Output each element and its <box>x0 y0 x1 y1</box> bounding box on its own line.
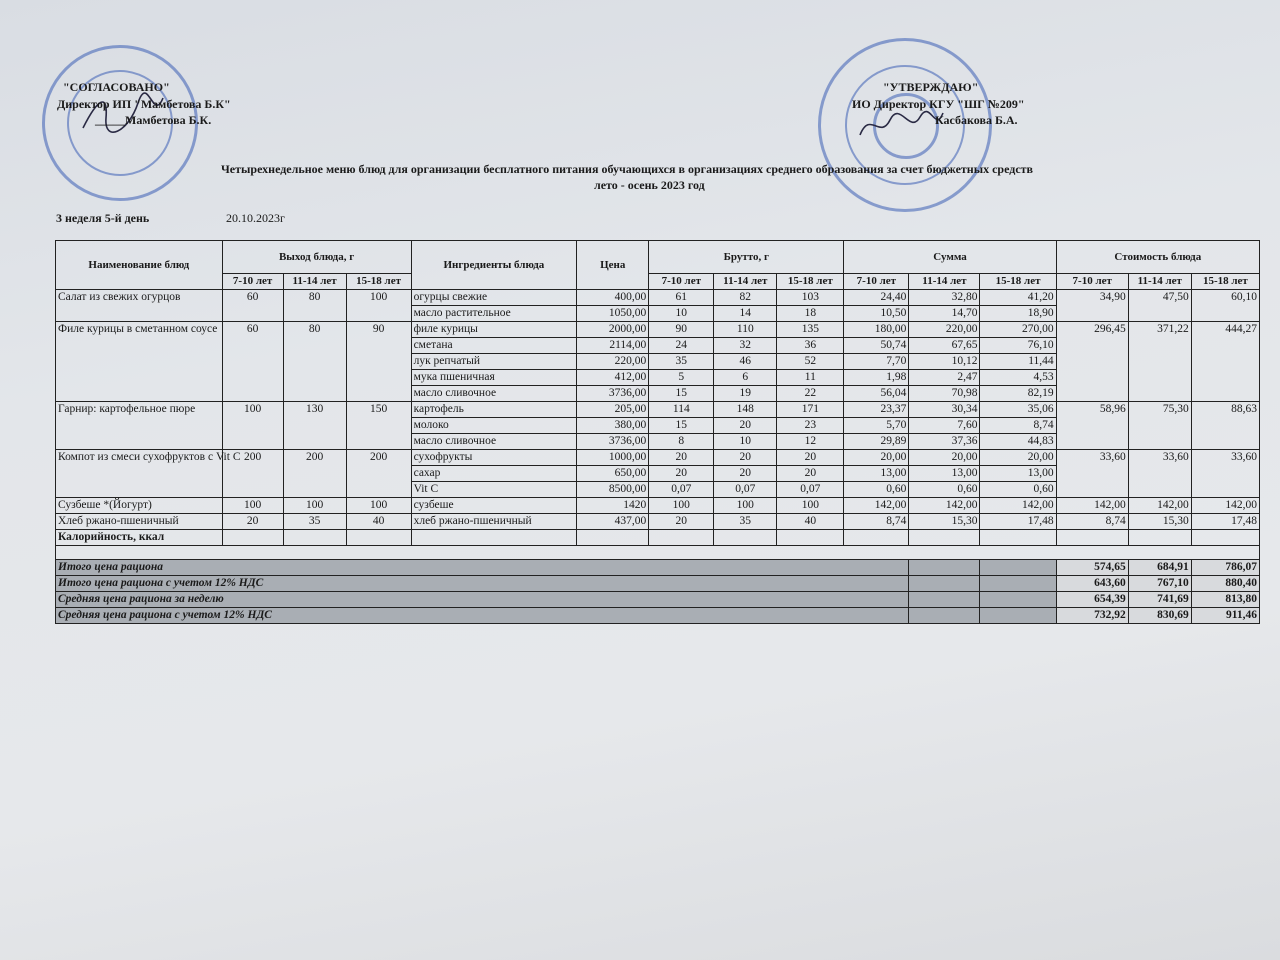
total-value: 574,65 <box>1056 560 1128 576</box>
week-day-label: 3 неделя 5-й день <box>56 211 150 225</box>
ingredient-sum: 37,36 <box>909 434 980 450</box>
ingredient-gross: 11 <box>777 370 844 386</box>
ingredient-sum: 8,74 <box>980 418 1056 434</box>
ingredient-gross: 20 <box>649 466 714 482</box>
approval-right-title: "УТВЕРЖДАЮ" <box>883 80 979 94</box>
ingredient-name: огурцы свежие <box>411 290 577 306</box>
empty-cell <box>909 608 980 624</box>
header-ingredients: Ингредиенты блюда <box>411 241 577 290</box>
ingredient-name: масло сливочное <box>411 434 577 450</box>
ingredient-gross: 20 <box>777 466 844 482</box>
ingredient-name: сметана <box>411 338 577 354</box>
ingredient-price: 650,00 <box>577 466 649 482</box>
ingredient-name: картофель <box>411 402 577 418</box>
empty-cell <box>909 576 980 592</box>
ingredient-sum: 50,74 <box>844 338 909 354</box>
dish-output: 100 <box>283 498 346 514</box>
header-age-15-18: 15-18 лет <box>777 274 844 290</box>
ingredient-name: молоко <box>411 418 577 434</box>
ingredient-gross: 12 <box>777 434 844 450</box>
ingredient-sum: 82,19 <box>980 386 1056 402</box>
ingredient-sum: 0,60 <box>980 482 1056 498</box>
ingredient-gross: 46 <box>714 354 777 370</box>
ingredient-sum: 18,90 <box>980 306 1056 322</box>
ingredient-sum: 17,48 <box>980 514 1056 530</box>
total-row <box>56 608 1260 624</box>
ingredient-price: 412,00 <box>577 370 649 386</box>
dish-output: 90 <box>346 322 411 402</box>
ingredient-gross: 0,07 <box>714 482 777 498</box>
dish-cost: 17,48 <box>1191 514 1259 530</box>
dish-cost: 33,60 <box>1128 450 1191 498</box>
ingredient-gross: 103 <box>777 290 844 306</box>
dish-output: 60 <box>222 322 283 402</box>
table-row <box>56 402 1260 418</box>
ingredient-sum: 56,04 <box>844 386 909 402</box>
ingredient-name: сузбеше <box>411 498 577 514</box>
total-label: Средняя цена рациона с учетом 12% НДС <box>56 608 909 624</box>
ingredient-price: 1050,00 <box>577 306 649 322</box>
ingredient-gross: 20 <box>714 450 777 466</box>
ingredient-price: 400,00 <box>577 290 649 306</box>
dish-cost: 60,10 <box>1191 290 1259 322</box>
header-age-15-18: 15-18 лет <box>1191 274 1259 290</box>
ingredient-gross: 22 <box>777 386 844 402</box>
dish-cost: 8,74 <box>1056 514 1128 530</box>
ingredient-sum: 270,00 <box>980 322 1056 338</box>
header-age-11-14: 11-14 лет <box>909 274 980 290</box>
ingredient-price: 220,00 <box>577 354 649 370</box>
dish-cost: 296,45 <box>1056 322 1128 402</box>
empty-cell <box>222 530 283 546</box>
ingredient-price: 1420 <box>577 498 649 514</box>
approval-right-position: ИО Директор КГУ "ШГ №209" <box>852 97 1025 111</box>
ingredient-gross: 24 <box>649 338 714 354</box>
ingredient-price: 1000,00 <box>577 450 649 466</box>
ingredient-sum: 67,65 <box>909 338 980 354</box>
approval-left-position: Директор ИП "Мамбетова Б.К" <box>57 97 231 111</box>
ingredient-sum: 44,83 <box>980 434 1056 450</box>
header-dish: Наименование блюд <box>56 241 223 290</box>
calories-row <box>56 530 1260 546</box>
ingredient-price: 3736,00 <box>577 386 649 402</box>
empty-cell <box>777 530 844 546</box>
dish-output: 40 <box>346 514 411 530</box>
dish-cost: 142,00 <box>1128 498 1191 514</box>
ingredient-gross: 0,07 <box>777 482 844 498</box>
dish-output: 60 <box>222 290 283 322</box>
ingredient-name: сухофрукты <box>411 450 577 466</box>
ingredient-price: 3736,00 <box>577 434 649 450</box>
header-age-7-10: 7-10 лет <box>844 274 909 290</box>
table-row <box>56 322 1260 338</box>
ingredient-gross: 135 <box>777 322 844 338</box>
ingredient-gross: 114 <box>649 402 714 418</box>
total-row <box>56 592 1260 608</box>
header-age-11-14: 11-14 лет <box>1128 274 1191 290</box>
menu-table <box>55 240 1260 624</box>
total-value: 786,07 <box>1191 560 1259 576</box>
table-row <box>56 450 1260 466</box>
dish-output: 100 <box>222 498 283 514</box>
ingredient-sum: 0,60 <box>844 482 909 498</box>
dish-output: 200 <box>222 450 283 498</box>
ingredient-gross: 100 <box>714 498 777 514</box>
dish-output: 100 <box>346 498 411 514</box>
table-row <box>56 290 1260 306</box>
ingredient-gross: 100 <box>649 498 714 514</box>
document-title: Четырехнедельное меню блюд для организации бесплатного питания обучающихся в организациях среднего образования за счет бюджетных средств <box>221 162 1034 176</box>
total-value: 830,69 <box>1128 608 1191 624</box>
dish-cost: 75,30 <box>1128 402 1191 450</box>
total-value: 911,46 <box>1191 608 1259 624</box>
ingredient-gross: 100 <box>777 498 844 514</box>
header-age-15-18: 15-18 лет <box>980 274 1056 290</box>
ingredient-sum: 11,44 <box>980 354 1056 370</box>
ingredient-name: масло растительное <box>411 306 577 322</box>
dish-cost: 142,00 <box>1191 498 1259 514</box>
dish-name: Хлеб ржано-пшеничный <box>56 514 223 530</box>
ingredient-name: лук репчатый <box>411 354 577 370</box>
header-age-11-14: 11-14 лет <box>714 274 777 290</box>
total-value: 880,40 <box>1191 576 1259 592</box>
ingredient-sum: 30,34 <box>909 402 980 418</box>
empty-cell <box>909 530 980 546</box>
ingredient-gross: 0,07 <box>649 482 714 498</box>
dish-output: 80 <box>283 290 346 322</box>
ingredient-sum: 4,53 <box>980 370 1056 386</box>
ingredient-gross: 32 <box>714 338 777 354</box>
header-sum: Сумма <box>844 241 1056 274</box>
ingredient-sum: 1,98 <box>844 370 909 386</box>
empty-cell <box>980 592 1056 608</box>
ingredient-gross: 82 <box>714 290 777 306</box>
header-age-11-14: 11-14 лет <box>283 274 346 290</box>
dish-output: 130 <box>283 402 346 450</box>
ingredient-gross: 20 <box>714 418 777 434</box>
ingredient-gross: 20 <box>777 450 844 466</box>
dish-name: Компот из смеси сухофруктов с Vit C <box>56 450 223 498</box>
header-age-7-10: 7-10 лет <box>222 274 283 290</box>
dish-output: 150 <box>346 402 411 450</box>
ingredient-sum: 13,00 <box>909 466 980 482</box>
empty-cell <box>346 530 411 546</box>
ingredient-sum: 142,00 <box>844 498 909 514</box>
ingredient-sum: 32,80 <box>909 290 980 306</box>
header-age-7-10: 7-10 лет <box>1056 274 1128 290</box>
total-value: 654,39 <box>1056 592 1128 608</box>
ingredient-name: хлеб ржано-пшеничный <box>411 514 577 530</box>
ingredient-gross: 8 <box>649 434 714 450</box>
ingredient-sum: 0,60 <box>909 482 980 498</box>
ingredient-sum: 29,89 <box>844 434 909 450</box>
total-value: 767,10 <box>1128 576 1191 592</box>
spacer-row <box>56 546 1260 560</box>
ingredient-sum: 20,00 <box>844 450 909 466</box>
ingredient-sum: 7,60 <box>909 418 980 434</box>
dish-cost: 58,96 <box>1056 402 1128 450</box>
total-value: 684,91 <box>1128 560 1191 576</box>
empty-cell <box>714 530 777 546</box>
header-gross: Брутто, г <box>649 241 844 274</box>
ingredient-sum: 14,70 <box>909 306 980 322</box>
ingredient-gross: 20 <box>714 466 777 482</box>
dish-output: 35 <box>283 514 346 530</box>
ingredient-sum: 5,70 <box>844 418 909 434</box>
ingredient-gross: 171 <box>777 402 844 418</box>
dish-output: 200 <box>346 450 411 498</box>
ingredient-gross: 15 <box>649 418 714 434</box>
header-output: Выход блюда, г <box>222 241 411 274</box>
ingredient-sum: 13,00 <box>980 466 1056 482</box>
dish-output: 100 <box>346 290 411 322</box>
ingredient-sum: 10,50 <box>844 306 909 322</box>
approval-right-signature: Касбакова Б.А. <box>935 113 1018 127</box>
dish-output: 20 <box>222 514 283 530</box>
ingredient-sum: 7,70 <box>844 354 909 370</box>
empty-cell <box>980 560 1056 576</box>
document-subtitle: лето - осень 2023 год <box>594 178 705 192</box>
ingredient-name: сахар <box>411 466 577 482</box>
ingredient-gross: 23 <box>777 418 844 434</box>
ingredient-gross: 18 <box>777 306 844 322</box>
ingredient-gross: 90 <box>649 322 714 338</box>
total-value: 643,60 <box>1056 576 1128 592</box>
dish-output: 80 <box>283 322 346 402</box>
ingredient-sum: 13,00 <box>844 466 909 482</box>
dish-name: Сузбеше *(Йогурт) <box>56 498 223 514</box>
ingredient-sum: 41,20 <box>980 290 1056 306</box>
ingredient-gross: 10 <box>714 434 777 450</box>
ingredient-gross: 36 <box>777 338 844 354</box>
document-date: 20.10.2023г <box>226 211 285 225</box>
ingredient-sum: 15,30 <box>909 514 980 530</box>
header-age-15-18: 15-18 лет <box>346 274 411 290</box>
dish-cost: 33,60 <box>1191 450 1259 498</box>
ingredient-price: 8500,00 <box>577 482 649 498</box>
total-value: 813,80 <box>1191 592 1259 608</box>
ingredient-name: масло сливочное <box>411 386 577 402</box>
total-label: Итого цена рациона с учетом 12% НДС <box>56 576 909 592</box>
ingredient-sum: 23,37 <box>844 402 909 418</box>
approval-left-title: "СОГЛАСОВАНО" <box>63 80 170 94</box>
ingredient-price: 2114,00 <box>577 338 649 354</box>
ingredient-gross: 5 <box>649 370 714 386</box>
ingredient-price: 205,00 <box>577 402 649 418</box>
empty-cell <box>909 592 980 608</box>
empty-cell <box>577 530 649 546</box>
ingredient-gross: 20 <box>649 514 714 530</box>
ingredient-gross: 35 <box>649 354 714 370</box>
table-row <box>56 498 1260 514</box>
dish-output: 200 <box>283 450 346 498</box>
ingredient-sum: 220,00 <box>909 322 980 338</box>
ingredient-sum: 35,06 <box>980 402 1056 418</box>
empty-cell <box>1191 530 1259 546</box>
total-row <box>56 560 1260 576</box>
ingredient-name: Vit C <box>411 482 577 498</box>
ingredient-sum: 20,00 <box>909 450 980 466</box>
ingredient-sum: 142,00 <box>980 498 1056 514</box>
empty-cell <box>1128 530 1191 546</box>
dish-cost: 15,30 <box>1128 514 1191 530</box>
empty-cell <box>980 530 1056 546</box>
ingredient-price: 380,00 <box>577 418 649 434</box>
ingredient-sum: 76,10 <box>980 338 1056 354</box>
ingredient-price: 437,00 <box>577 514 649 530</box>
ingredient-gross: 6 <box>714 370 777 386</box>
approval-left-signature: _____Мамбетова Б.К. <box>95 113 212 127</box>
ingredient-sum: 20,00 <box>980 450 1056 466</box>
dish-cost: 371,22 <box>1128 322 1191 402</box>
ingredient-gross: 61 <box>649 290 714 306</box>
dish-cost: 88,63 <box>1191 402 1259 450</box>
dish-name: Филе курицы в сметанном соусе <box>56 322 223 402</box>
dish-cost: 34,90 <box>1056 290 1128 322</box>
dish-output: 100 <box>222 402 283 450</box>
ingredient-sum: 8,74 <box>844 514 909 530</box>
ingredient-sum: 2,47 <box>909 370 980 386</box>
total-label: Средняя цена рациона за неделю <box>56 592 909 608</box>
ingredient-gross: 19 <box>714 386 777 402</box>
empty-cell <box>283 530 346 546</box>
empty-cell <box>649 530 714 546</box>
ingredient-price: 2000,00 <box>577 322 649 338</box>
ingredient-sum: 142,00 <box>909 498 980 514</box>
header-price: Цена <box>577 241 649 290</box>
ingredient-gross: 40 <box>777 514 844 530</box>
header-cost: Стоимость блюда <box>1056 241 1259 274</box>
ingredient-gross: 35 <box>714 514 777 530</box>
right-signature <box>855 105 945 145</box>
ingredient-name: филе курицы <box>411 322 577 338</box>
dish-cost: 33,60 <box>1056 450 1128 498</box>
empty-cell <box>844 530 909 546</box>
ingredient-gross: 110 <box>714 322 777 338</box>
total-label: Итого цена рациона <box>56 560 909 576</box>
ingredient-gross: 20 <box>649 450 714 466</box>
dish-name: Салат из свежих огурцов <box>56 290 223 322</box>
empty-cell <box>980 576 1056 592</box>
table-row <box>56 514 1260 530</box>
ingredient-name: мука пшеничная <box>411 370 577 386</box>
header-age-7-10: 7-10 лет <box>649 274 714 290</box>
ingredient-gross: 10 <box>649 306 714 322</box>
empty-cell <box>909 560 980 576</box>
empty-cell <box>1056 530 1128 546</box>
dish-cost: 444,27 <box>1191 322 1259 402</box>
empty-cell <box>411 530 577 546</box>
ingredient-gross: 15 <box>649 386 714 402</box>
dish-cost: 47,50 <box>1128 290 1191 322</box>
total-row <box>56 576 1260 592</box>
ingredient-sum: 10,12 <box>909 354 980 370</box>
ingredient-sum: 24,40 <box>844 290 909 306</box>
empty-cell <box>56 546 1260 560</box>
ingredient-gross: 148 <box>714 402 777 418</box>
dish-cost: 142,00 <box>1056 498 1128 514</box>
dish-name: Гарнир: картофельное пюре <box>56 402 223 450</box>
ingredient-gross: 14 <box>714 306 777 322</box>
total-value: 741,69 <box>1128 592 1191 608</box>
total-value: 732,92 <box>1056 608 1128 624</box>
calories-label: Калорийность, ккал <box>56 530 223 546</box>
empty-cell <box>980 608 1056 624</box>
ingredient-gross: 52 <box>777 354 844 370</box>
ingredient-sum: 180,00 <box>844 322 909 338</box>
ingredient-sum: 70,98 <box>909 386 980 402</box>
